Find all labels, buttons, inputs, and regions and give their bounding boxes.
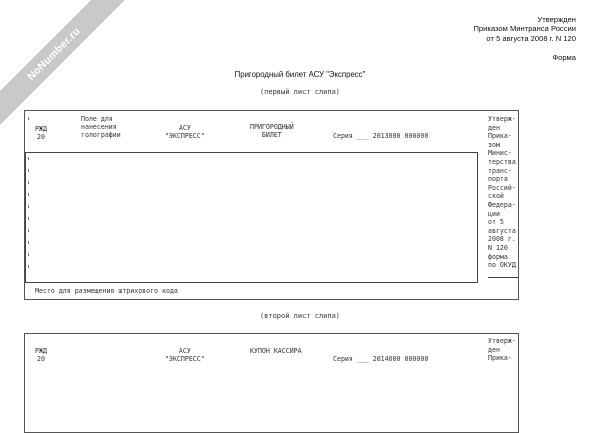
ticket-sheet-2	[24, 333, 519, 433]
series-number-2: 2014000 000000	[372, 355, 429, 363]
side-approval-line: транс-	[488, 166, 512, 175]
side-approval-line: 2008 г.	[488, 235, 516, 244]
side-approval-line: форма	[488, 252, 508, 261]
approval-line-1: Утвержден	[537, 15, 576, 24]
side-approval-line: N 120	[488, 243, 508, 252]
hologram-field-label	[81, 115, 121, 139]
hologram-area-box	[25, 152, 478, 283]
asu-line-1-2: АСУ	[178, 347, 191, 355]
hologram-line-2: нанесения	[81, 123, 117, 131]
side-approval-line: Федера-	[488, 200, 516, 209]
series-label: Серия ___	[333, 132, 369, 140]
ticket-sheet-1	[24, 110, 519, 300]
rzhd-text-2: РЖД	[35, 347, 47, 355]
sheet2-label: (второй лист слипа)	[259, 312, 341, 320]
side-approval-line: от 5	[488, 218, 504, 227]
form-label: Форма	[552, 53, 576, 62]
hologram-line-3: голографии	[81, 131, 121, 139]
side-approval-2-line: ден	[488, 345, 500, 354]
side-approval-line: Россий-	[488, 183, 516, 192]
coupon-label: КУПОН КАССИРА	[250, 347, 302, 355]
asu-label	[165, 124, 205, 140]
asu-line-1: АСУ	[178, 124, 191, 132]
side-approval-text-2	[488, 337, 516, 363]
ticket-type-line-1: ПРИГОРОДНЫЙ	[250, 123, 294, 131]
series-number: 2013000 000000	[372, 132, 429, 140]
okud-code-line	[488, 277, 518, 278]
side-approval-text	[488, 115, 516, 270]
series-label-2: Серия ___	[333, 355, 369, 363]
approval-block	[473, 15, 576, 43]
document-title: Пригородный билет АСУ "Экспресс"	[234, 70, 366, 79]
side-approval-2-line: Прика-	[488, 354, 512, 363]
approval-line-2: Приказом Минтранса России	[473, 24, 576, 34]
rzhd-code-2: 20	[36, 355, 45, 363]
side-approval-line: августа	[488, 226, 516, 235]
series-field-2	[333, 355, 428, 363]
barcode-place-label: Место для размещения штрихового кода	[35, 287, 178, 295]
ticket-type-line-2: БИЛЕТ	[261, 131, 282, 139]
side-approval-line: Утверж-	[488, 115, 516, 123]
rzhd-text: РЖД	[35, 125, 47, 133]
side-approval-line: Прика-	[488, 132, 512, 141]
rzhd-label-2	[35, 347, 47, 363]
side-approval-line: по ОКУД	[488, 261, 516, 270]
asu-line-2: "ЭКСПРЕСС"	[165, 132, 205, 140]
hologram-line-1: Поле для	[81, 115, 113, 123]
sheet1-label: (первый лист слипа)	[259, 88, 341, 96]
approval-line-3: от 5 августа 2008 г. N 120	[486, 33, 576, 43]
side-approval-line: ции	[488, 209, 500, 218]
side-approval-line: порта	[488, 175, 508, 184]
asu-label-2	[165, 347, 205, 363]
ticket-type-label	[250, 123, 294, 139]
side-approval-line: зом	[488, 140, 500, 149]
asu-line-2-2: "ЭКСПРЕСС"	[165, 355, 205, 363]
side-approval-line: Минис-	[488, 149, 512, 158]
side-approval-line: ден	[488, 123, 500, 132]
rzhd-label	[35, 125, 47, 141]
series-field	[333, 132, 428, 140]
watermark-text: NoNumber.ru	[25, 25, 83, 83]
rzhd-code: 20	[36, 133, 45, 141]
side-approval-line: терства	[488, 157, 516, 166]
side-approval-line: ской	[488, 192, 504, 201]
side-approval-2-line: Утверж-	[488, 337, 516, 345]
